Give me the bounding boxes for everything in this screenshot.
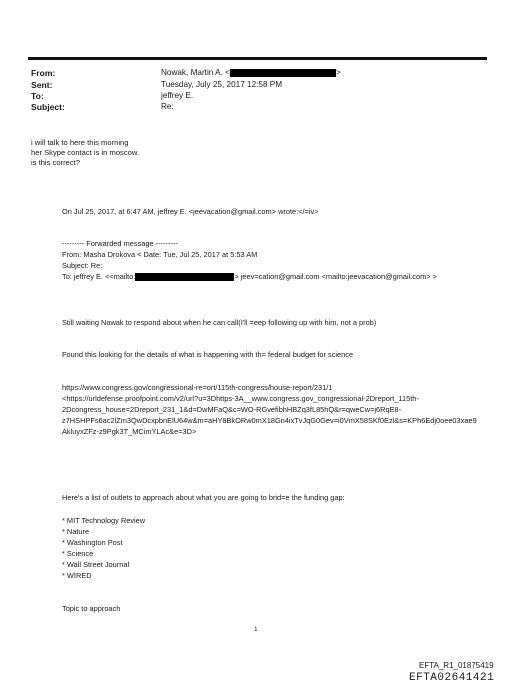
forwarded-subject: Subject: Re: — [62, 261, 103, 270]
reply-line: is this correct? — [31, 158, 80, 167]
link-line: https://www.congress.gov/congressional-re=ort/115th-congress/house-report/231/1 — [62, 383, 333, 392]
reply-line: her Skype contact is in moscow. — [31, 148, 140, 157]
reply-line: i will talk to here this morning — [31, 138, 129, 147]
efta-id-large: EFTA02641421 — [409, 672, 495, 684]
forwarded-to-start: To: jeffrey E. <<mailto: — [62, 272, 136, 281]
page-number: 1 — [254, 626, 258, 633]
sent-value: Tuesday, July 25, 2017 12:58 PM — [161, 80, 283, 89]
outlet-item: * Science — [62, 549, 94, 558]
forwarded-to-end: > jeev=cation@gmail.com <mailto:jeevacation@gmail.com> > — [234, 272, 437, 281]
outlets-intro: Here's a list of outlets to approach about what you are going to brid=e the funding gap: — [62, 493, 345, 502]
outlet-item: * Washington Post — [62, 538, 123, 547]
header-rule — [28, 57, 487, 60]
outlet-item: * Wall Street Journal — [62, 560, 130, 569]
efta-id-small: EFTA_R1_01875419 — [419, 661, 494, 670]
message-line: Still waiting Nowak to respond about when he can call(I'll =eep following up with him, not a prob) — [62, 318, 377, 327]
redaction-bar — [230, 69, 336, 77]
outlet-item: * Nature — [62, 527, 90, 536]
message-line: Found this looking for the details of what is happening with th= federal budget for science — [62, 350, 354, 359]
to-label: To: — [31, 91, 44, 101]
outlet-item: * WIRED — [62, 571, 92, 580]
sent-label: Sent: — [31, 80, 53, 90]
forwarded-marker: --------- Forwarded message --------- — [62, 239, 178, 248]
subject-label: Subject: — [31, 102, 65, 112]
link-line: 2Dcongress_house=2Dreport_231_1&d=DwMFaQ&c=WO-RGvefibhHBZq3fL85hQ&r=qweCw=j6RqE8- — [62, 405, 402, 414]
forwarded-from: From: Masha Drokova < Date: Tue, Jul 25, 2017 at 5:53 AM — [62, 250, 258, 259]
subject-value: Re: — [161, 102, 174, 111]
from-label: From: — [31, 68, 56, 78]
topic-line: Topic to approach — [62, 604, 121, 613]
link-line: <https://urldefense.proofpoint.com/v2/url?u=3Dhttps-3A__www.congress.gov_congressional-2Dreport_115th- — [62, 394, 419, 403]
redaction-bar — [135, 273, 234, 281]
from-value — [161, 68, 341, 77]
from-name: Nowak, Martin A. < — [161, 68, 230, 77]
forwarded-to — [62, 272, 437, 281]
link-line: z7HSHPFs6ac2lZm3QwDcxpbnElU64w&m=aHY8BkORw0mX18Gn4ixTvJqG0Gev=i0VmX58SKf0Ezl&s=KPh6Edj0oee03xae9 — [62, 416, 477, 425]
from-tail: > — [335, 68, 341, 77]
outlet-item: * MIT Technology Review — [62, 516, 146, 525]
quoted-intro: On Jul 25, 2017, at 6:47 AM, jeffrey E. <jeevacation@gmail.com> wrote:</=iv> — [62, 207, 319, 216]
link-line: AkluyxZFz-z9Pgk3T_MCimYLAc&e=3D> — [62, 427, 197, 436]
to-value: jeffrey E. — [161, 91, 194, 100]
